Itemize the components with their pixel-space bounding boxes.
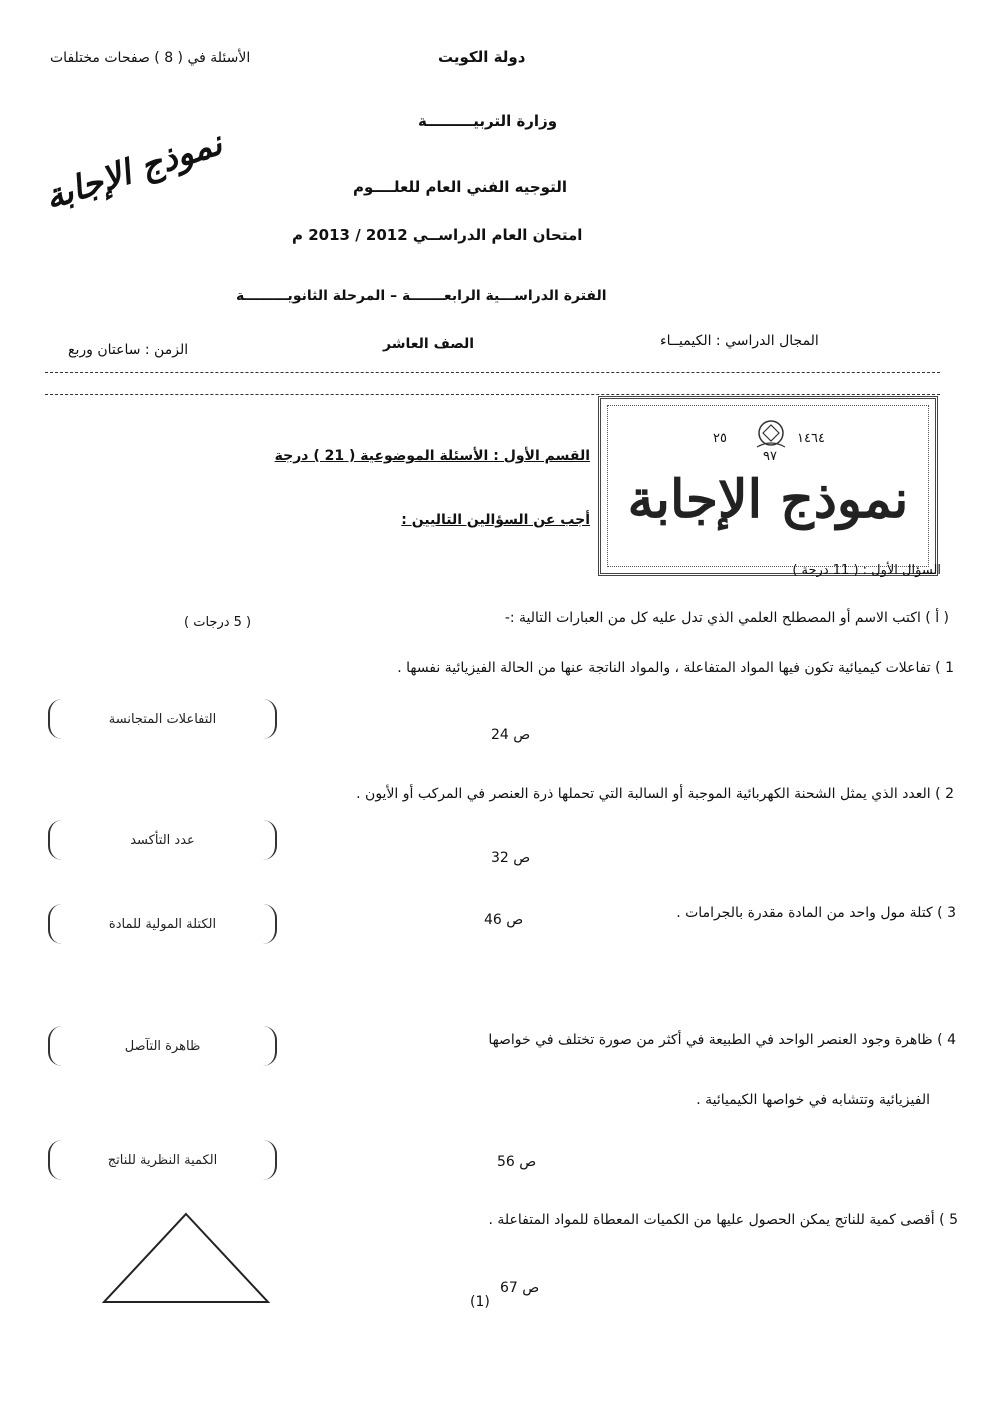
stamp-text: نموذج الإجابة — [627, 469, 909, 530]
item-statement: العدد الذي يمثل الشحنة الكهربائية الموجبة أو السالبة التي تحملها ذرة العنصر في المركب أو الأيون . — [356, 786, 931, 802]
page-reference: ص 24 — [491, 727, 531, 743]
item-number: 5 ) — [939, 1212, 958, 1228]
subject-label: المجال الدراسي : الكيميــاء — [660, 333, 819, 349]
triangle-shape — [100, 1210, 272, 1306]
page-reference: ص 46 — [484, 912, 524, 928]
item-statement: تفاعلات كيميائية تكون فيها المواد المتفاعلة ، والمواد الناتجة عنها من الحالة الفيزيائية نفسها . — [397, 660, 931, 676]
answer-text: ظاهرة التآصل — [124, 1038, 201, 1054]
answer-box — [48, 820, 277, 860]
part-a-marks: ( 5 درجات ) — [184, 615, 252, 630]
item-text — [340, 1212, 958, 1228]
divider — [45, 394, 940, 395]
answer-box — [48, 1026, 277, 1066]
time-label: الزمن : ساعتان وربع — [68, 342, 189, 358]
directorate-name: التوجيه الفني العام للعلــــوم — [353, 178, 567, 196]
answer-box — [48, 699, 277, 739]
grade-label: الصف العاشر — [383, 336, 475, 352]
answer-text: التفاعلات المتجانسة — [108, 711, 217, 727]
page-reference: ص 67 — [500, 1280, 540, 1296]
item-statement: كتلة مول واحد من المادة مقدرة بالجرامات . — [676, 905, 933, 921]
item-number: 3 ) — [937, 905, 956, 921]
pages-note: الأسئلة في ( 8 ) صفحات مختلفات — [50, 50, 251, 66]
page-reference: ص 56 — [497, 1154, 537, 1170]
item-number: 4 ) — [937, 1032, 956, 1048]
item-text — [214, 660, 954, 676]
divider — [45, 372, 940, 373]
item-text — [596, 905, 956, 921]
item-number: 2 ) — [935, 786, 954, 802]
item-text — [330, 1032, 956, 1048]
answer-box — [48, 904, 277, 944]
model-answer-handwritten: نموذج الإجابة — [40, 123, 227, 219]
emblem-right-text: ١٤٦٤ — [797, 431, 825, 446]
exam-title: امتحان العام الدراســي 2012 / 2013 م — [292, 226, 583, 244]
country-name: دولة الكويت — [438, 48, 526, 66]
page-number: (1) — [470, 1294, 490, 1310]
item-number: 1 ) — [935, 660, 954, 676]
emblem-bottom-text: ٩٧ — [763, 449, 777, 464]
part-a-instruction: ( أ ) اكتب الاسم أو المصطلح العلمي الذي تدل عليه كل من العبارات التالية :- — [504, 610, 949, 626]
section-instruction: أجب عن السؤالين التاليين : — [401, 512, 590, 528]
emblem-left-text: ٢٥ — [713, 431, 727, 446]
answer-text: عدد التأكسد — [130, 832, 195, 848]
period-line: الفترة الدراســـية الرابعـــــــة – المرحلة الثانويـــــــــة — [236, 288, 607, 304]
page-reference: ص 32 — [491, 850, 531, 866]
model-answer-stamp — [598, 396, 938, 576]
question-1-title: السؤال الأول : ( 11 درجة ) — [792, 563, 941, 578]
answer-text: الكمية النظرية للناتج — [107, 1152, 218, 1168]
item-statement: ظاهرة وجود العنصر الواحد في الطبيعة في أكثر من صورة تختلف في خواصها — [488, 1032, 933, 1048]
item-statement-continued: الفيزيائية وتتشابه في خواصها الكيميائية . — [696, 1092, 930, 1108]
section-title: القسم الأول : الأسئلة الموضوعية ( 21 ) درجة — [274, 448, 590, 464]
item-text — [160, 786, 954, 802]
answer-text: الكتلة المولية للمادة — [108, 916, 217, 932]
answer-box — [48, 1140, 277, 1180]
ministry-name: وزارة التربيـــــــــة — [418, 112, 558, 130]
item-statement: أقصى كمية للناتج يمكن الحصول عليها من الكميات المعطاة للمواد المتفاعلة . — [488, 1212, 935, 1228]
